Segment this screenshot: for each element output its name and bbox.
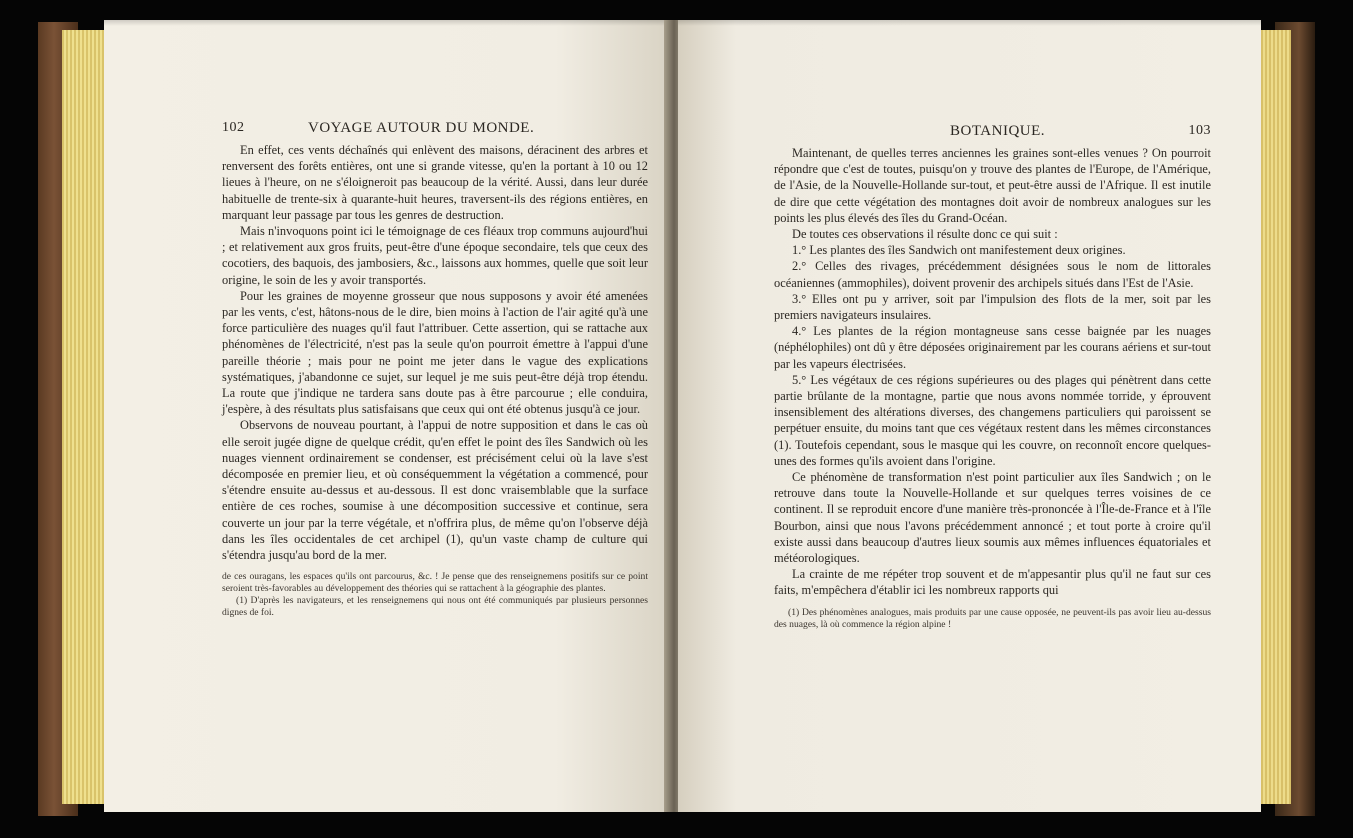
right-paragraph-7: 5.° Les végétaux de ces régions supérieures ou des plages qui pénètrent dans cette partie brûlante de la montagne, partie que nous avons nommée torride, y éprouvent insensiblement des altérations diverses, des changemens particuliers qui paroissent se perpétuer ensuite, du moins tant que ces végétaux restent dans les mêmes circonstances (1). Toutefois cependant, sous le masque qui les couvre, on reconnoît encore quelques-unes des formes qu'ils avoient dans l'origine. (774, 372, 1211, 468)
left-footnote-1: (1) D'après les navigateurs, et les renseignemens qui nous ont été communiqués par plusieurs personnes dignes de foi. (222, 595, 648, 619)
right-running-head (774, 123, 1211, 145)
right-paragraph-3: 1.° Les plantes des îles Sandwich ont manifestement deux origines. (792, 243, 1126, 258)
left-paragraph-2: Mais n'invoquons point ici le témoignage de ces fléaux trop communs aujourd'hui ; et relativement aux gros fruits, peut-être d'une époque secondaire, tels que ceux des cocotiers, des baquois, des jambosiers, &c., laissons aux hommes, quelle que soit leur origine, le soin de les y avoir transportés. (222, 224, 648, 287)
left-paragraph-4: Observons de nouveau pourtant, à l'appui de notre supposition et dans le cas où elle seroit jugée digne de quelque crédit, qu'en effet le point des îles Sandwich où les nuages viennent ordinairement se condenser, est précisément celui où la lave s'est décomposée en premier lieu, et où conséquemment la végétation a commencé, pour s'étendre ensuite au-dessus et au-dessous. Il est donc vraisemblable que la surface entière de ces roches, soumise à une décomposition successive et continue, sera couverte un jour par la terre végétale, et n'offrira plus, de même qu'on l'observe déjà dans les îles occidentales de cet archipel (1), qu'un vaste champ de culture qui s'étendra jusqu'au bord de la mer. (222, 418, 648, 563)
left-footnote-continuation: de ces ouragans, les espaces qu'ils ont parcourus, &c. ! Je pense que des renseignemens positifs sur ce point seroient très-favorables au développement des théories qui se rattachent à la géographie des plantes. (222, 571, 648, 595)
left-text-block (222, 120, 648, 619)
right-paragraph-4: 2.° Celles des rivages, précédemment désignées sous le nom de littorales océaniennes (ammophiles), doivent provenir des archipels situés dans l'Est de l'Asie. (774, 259, 1211, 290)
right-paragraph-1: Maintenant, de quelles terres anciennes les graines sont-elles venues ? On pourroit répondre que c'est de toutes, puisqu'on y trouve des plantes de l'Europe, de l'Amérique, de l'Asie, de la Nouvelle-Hollande sur-tout, et peut-être aussi de l'Afrique. Il est inutile de dire que cette végétation des montagnes doit avoir de nombreux analogues sur les points les plus élevés des îles du Grand-Océan. (774, 146, 1211, 225)
right-paragraph-5: 3.° Elles ont pu y arriver, soit par l'impulsion des flots de la mer, soit par les premiers navigateurs insulaires. (774, 291, 1211, 323)
left-page-edges (62, 30, 110, 804)
right-page (678, 20, 1261, 812)
page-shadow (678, 20, 1261, 26)
left-page (104, 20, 669, 812)
left-running-head (222, 120, 648, 142)
right-footnote-1: (1) Des phénomènes analogues, mais produits par une cause opposée, ne peuvent-ils pas avoir lieu au-dessus des nuages, là où commence la région alpine ! (774, 606, 1211, 630)
right-paragraph-8: Ce phénomène de transformation n'est point particulier aux îles Sandwich ; on le retrouve dans toute la Nouvelle-Hollande et sur quelques terres voisines de ce continent. Il se reproduit encore d'une manière très-prononcée à l'Île-de-France et à l'île Bourbon, ainsi que nous l'avons précédemment annoncé ; et tout porte à croire qu'il existe aussi dans beaucoup d'autres lieux soumis aux mêmes influences équatoriales et météorologiques. (774, 470, 1211, 566)
right-paragraph-2: De toutes ces observations il résulte donc ce qui suit : (792, 227, 1058, 242)
left-paragraph-1: En effet, ces vents déchaînés qui enlèvent des maisons, déracinent des arbres et renversent des forêts entières, ont une si grande vitesse, qu'en la portant à 10 ou 12 lieues à l'heure, on ne s'éloigneroit pas beaucoup de la vérité. Aussi, dans leur durée habituelle de trente-six à quarante-huit heures, traversent-ils des régions entières, en marquant leur passage par tous les genres de destruction. (222, 143, 648, 222)
right-paragraph-6: 4.° Les plantes de la région montagneuse sans cesse baignée par les nuages (néphélophiles) ont dû y être déposées originairement par les courans aériens et sur-tout par les vapeurs électrisées. (774, 324, 1211, 371)
left-paragraph-3: Pour les graines de moyenne grosseur que nous supposons y avoir été amenées par les vents, c'est, hâtons-nous de le dire, bien moins à l'action de l'air agité qu'à une force particulière des nuages qu'il faut l'attribuer. Cette assertion, qui se rattache aux phénomènes de l'électricité, n'est pas la seule qu'on pourroit émettre à l'appui d'une pareille théorie ; mais pour ne point me jeter dans le vague des explications systématiques, j'abandonne ce sujet, sur lequel je me suis peut-être déjà trop étendu. La route que j'indique ne tardera sans doute pas à être parcourue ; elle conduira, j'espère, à des résultats plus satisfaisans que ceux qui ont été obtenus jusqu'à ce jour. (222, 288, 648, 417)
page-shadow (104, 20, 669, 26)
left-page-number: 102 (222, 120, 245, 135)
right-paragraph-9: La crainte de me répéter trop souvent et de m'appesantir plus qu'il ne faut sur ces faits, m'empêchera d'établir ici les nombreux rapports qui (774, 567, 1211, 598)
right-footnotes (774, 607, 1211, 631)
right-text-block (774, 123, 1211, 631)
left-footnotes (222, 571, 648, 619)
right-page-number: 103 (1188, 123, 1211, 138)
left-running-title: VOYAGE AUTOUR DU MONDE. (308, 120, 535, 136)
right-running-title: BOTANIQUE. (950, 123, 1046, 139)
